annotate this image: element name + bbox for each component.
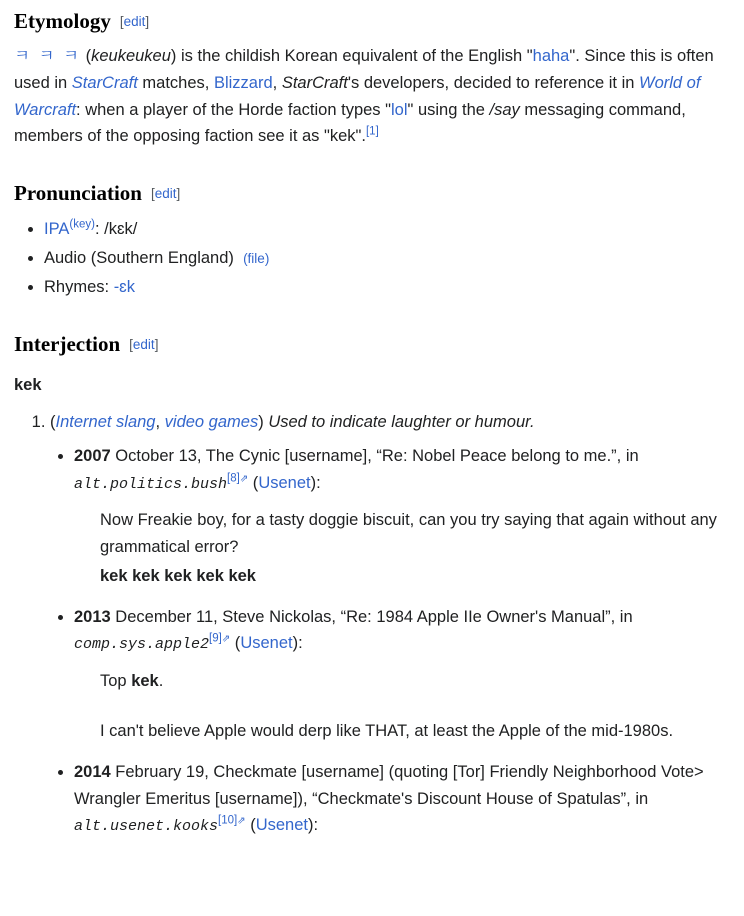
korean-term-link[interactable]: ㅋ ㅋ ㅋ <box>14 47 81 66</box>
quotation-item <box>74 759 730 840</box>
quotation-list <box>50 443 730 839</box>
audio-file-link[interactable]: (file) <box>243 251 270 267</box>
definition-list <box>14 409 730 840</box>
usenet-close: ): <box>310 474 321 493</box>
quote-source: alt.usenet.kooks <box>74 818 219 836</box>
quote-body-post: . <box>158 671 164 690</box>
section-heading-pronunciation <box>14 180 730 207</box>
section-heading-interjection <box>14 331 730 358</box>
quote-body-line <box>100 668 730 695</box>
link-starcraft-label: StarCraft <box>71 74 138 93</box>
edit-section-pronunciation[interactable]: [edit] <box>150 186 181 202</box>
etymology-text-6: 's developers, decided to reference it in <box>347 74 639 93</box>
etymology-text-2: ) is the childish Korean equivalent of the English " <box>170 47 533 66</box>
section-title-pronunciation: Pronunciation <box>14 181 142 206</box>
starcraft-possessive: StarCraft <box>281 74 348 93</box>
reference-8[interactable]: [8] <box>227 472 240 485</box>
etymology-text-3: ". Since this is often used in <box>14 47 714 93</box>
etymology-paragraph <box>14 43 730 150</box>
section-title-interjection: Interjection <box>14 331 121 356</box>
etymology-text-9: messaging command, members of the opposing faction see it as "kek". <box>14 100 686 146</box>
etymology-text-8: " using the <box>407 100 490 119</box>
quote-body-line: Now Freakie boy, for a tasty doggie biscuit, can you try saying that again without any grammatical error? <box>100 511 717 557</box>
list-item-audio <box>44 245 730 272</box>
definition-item <box>50 409 730 840</box>
usenet-open: ( <box>248 474 259 493</box>
ipa-key-link[interactable]: (key) <box>69 218 95 231</box>
quote-year: 2007 <box>74 447 111 466</box>
list-item-rhymes <box>44 274 730 301</box>
etymology-text-7: : when a player of the Horde faction types " <box>76 100 391 119</box>
link-starcraft[interactable] <box>72 74 138 92</box>
link-usenet[interactable]: Usenet <box>255 816 308 835</box>
usenet-close: ): <box>292 634 303 653</box>
quotation-item <box>74 604 730 745</box>
quote-body-bold: kek <box>131 671 159 690</box>
quotation-item <box>74 443 730 589</box>
say-command: /say <box>489 100 520 119</box>
link-haha[interactable]: haha <box>532 47 570 66</box>
definition-open-paren: ( <box>50 412 56 431</box>
link-rhyme[interactable]: -ɛk <box>113 277 135 296</box>
section-title-etymology: Etymology <box>14 9 111 33</box>
quote-body-line-2: I can't believe Apple would derp like THAT, at least the Apple of the mid-1980s. <box>100 722 674 741</box>
section-heading-etymology <box>14 8 730 35</box>
link-internet-slang-label: Internet slang <box>55 412 156 431</box>
link-video-games[interactable] <box>165 413 259 431</box>
quote-body <box>100 507 730 589</box>
link-lol[interactable]: lol <box>391 100 408 119</box>
link-ipa[interactable]: IPA <box>44 220 70 239</box>
edit-section-interjection[interactable]: [edit] <box>129 336 159 352</box>
quote-year: 2013 <box>74 607 111 626</box>
quote-source: alt.politics.bush <box>74 476 228 494</box>
link-video-games-label: video games <box>164 412 259 431</box>
quote-year: 2014 <box>74 762 111 781</box>
external-link-icon: ⇗ <box>239 473 249 485</box>
external-link-icon: ⇗ <box>221 633 231 645</box>
edit-link-pronunciation[interactable]: edit <box>154 186 177 202</box>
link-internet-slang[interactable] <box>56 413 156 431</box>
headword: kek <box>14 375 42 394</box>
link-usenet[interactable]: Usenet <box>240 634 293 653</box>
ipa-value: /kɛk/ <box>104 220 138 239</box>
romanization: keukeukeu <box>91 47 171 66</box>
rhymes-label: Rhymes: <box>44 277 114 296</box>
quote-citation: December 11, Steve Nickolas, “Re: 1984 Apple IIe Owner's Manual”, in <box>110 607 633 626</box>
etymology-text-1: ( <box>81 47 92 66</box>
quote-source: comp.sys.apple2 <box>74 636 210 654</box>
list-item-ipa <box>44 216 730 243</box>
usenet-open: ( <box>245 816 256 835</box>
usenet-close: ): <box>307 816 319 835</box>
quote-body <box>100 668 730 745</box>
definition-gloss: Used to indicate laughter or humour. <box>268 412 535 431</box>
reference-1[interactable]: [1] <box>365 125 379 138</box>
link-usenet[interactable]: Usenet <box>258 474 311 493</box>
link-wow-label: World of Warcraft <box>14 74 701 119</box>
link-blizzard[interactable]: Blizzard <box>213 74 273 93</box>
edit-link-etymology[interactable]: edit <box>123 14 146 29</box>
usenet-open: ( <box>230 634 241 653</box>
quote-bold-line: kek kek kek kek kek <box>100 566 256 585</box>
etymology-text-4: matches, <box>137 74 214 93</box>
edit-link-interjection[interactable]: edit <box>132 336 155 352</box>
quote-body-pre: Top <box>100 671 132 690</box>
quote-citation: February 19, Checkmate [username] (quoting [Tor] Friendly Neighborhood Vote> Wrangler Emeritus [username]), “Checkmate's Discount House of Spatulas”, in <box>74 762 704 808</box>
reference-10[interactable]: [10] <box>218 814 238 827</box>
quote-citation: October 13, The Cynic [username], “Re: Nobel Peace belong to me.”, in <box>110 447 639 466</box>
etymology-text-5: , <box>272 74 282 93</box>
pronunciation-list <box>14 216 730 300</box>
audio-label: Audio (Southern England) <box>44 249 234 268</box>
definition-comma: , <box>155 412 165 431</box>
ipa-separator: : <box>94 220 105 239</box>
edit-section-etymology[interactable]: [edit] <box>119 14 150 29</box>
reference-9[interactable]: [9] <box>209 632 222 645</box>
definition-close-paren: ) <box>258 412 269 431</box>
external-link-icon: ⇗ <box>237 815 246 827</box>
